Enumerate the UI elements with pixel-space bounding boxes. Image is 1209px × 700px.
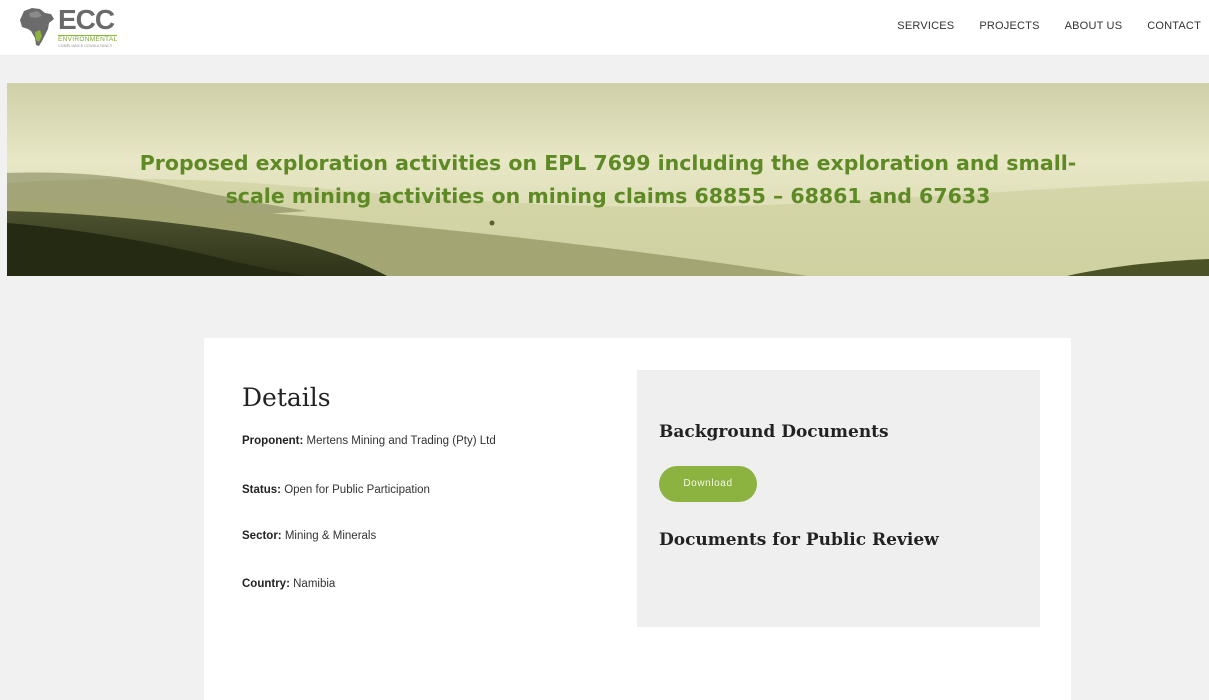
logo-main-text: ECC xyxy=(58,4,115,35)
public-review-documents-heading: Documents for Public Review xyxy=(659,530,939,550)
status-row xyxy=(242,484,430,496)
status-label: Status: xyxy=(242,484,281,496)
download-button[interactable]: Download xyxy=(659,466,757,502)
ecc-logo[interactable] xyxy=(18,4,148,50)
nav-about-us[interactable]: ABOUT US xyxy=(1064,20,1123,32)
sector-label: Sector: xyxy=(242,530,282,542)
country-value: Namibia xyxy=(293,578,336,590)
nav-contact[interactable]: CONTACT xyxy=(1147,20,1201,32)
page-title: Proposed exploration activities on EPL 7699 including the exploration and small-scale mining activities on mining claims 68855 – 68861 and 67633 xyxy=(139,151,1077,208)
documents-panel xyxy=(637,370,1040,627)
proponent-label: Proponent: xyxy=(242,435,304,447)
main-nav xyxy=(897,20,1201,32)
hero-banner xyxy=(7,83,1209,276)
details-heading: Details xyxy=(242,383,331,412)
project-details-card xyxy=(204,338,1071,700)
sector-value: Mining & Minerals xyxy=(284,530,377,542)
logo-tagline: COMPLIANCE CONSULTANCY xyxy=(58,43,113,48)
site-header xyxy=(0,0,1209,56)
nav-projects[interactable]: PROJECTS xyxy=(979,20,1040,32)
background-documents-heading: Background Documents xyxy=(659,422,889,442)
country-row xyxy=(242,578,335,590)
sector-row xyxy=(242,530,376,542)
logo-text xyxy=(58,6,117,48)
proponent-row xyxy=(242,435,496,447)
africa-map-icon xyxy=(18,5,56,49)
logo-sub-text: ENVIRONMENTAL xyxy=(58,36,118,43)
status-value: Open for Public Participation xyxy=(284,484,430,496)
nav-services[interactable]: SERVICES xyxy=(897,20,955,32)
country-label: Country: xyxy=(242,578,290,590)
proponent-value: Mertens Mining and Trading (Pty) Ltd xyxy=(306,435,496,447)
